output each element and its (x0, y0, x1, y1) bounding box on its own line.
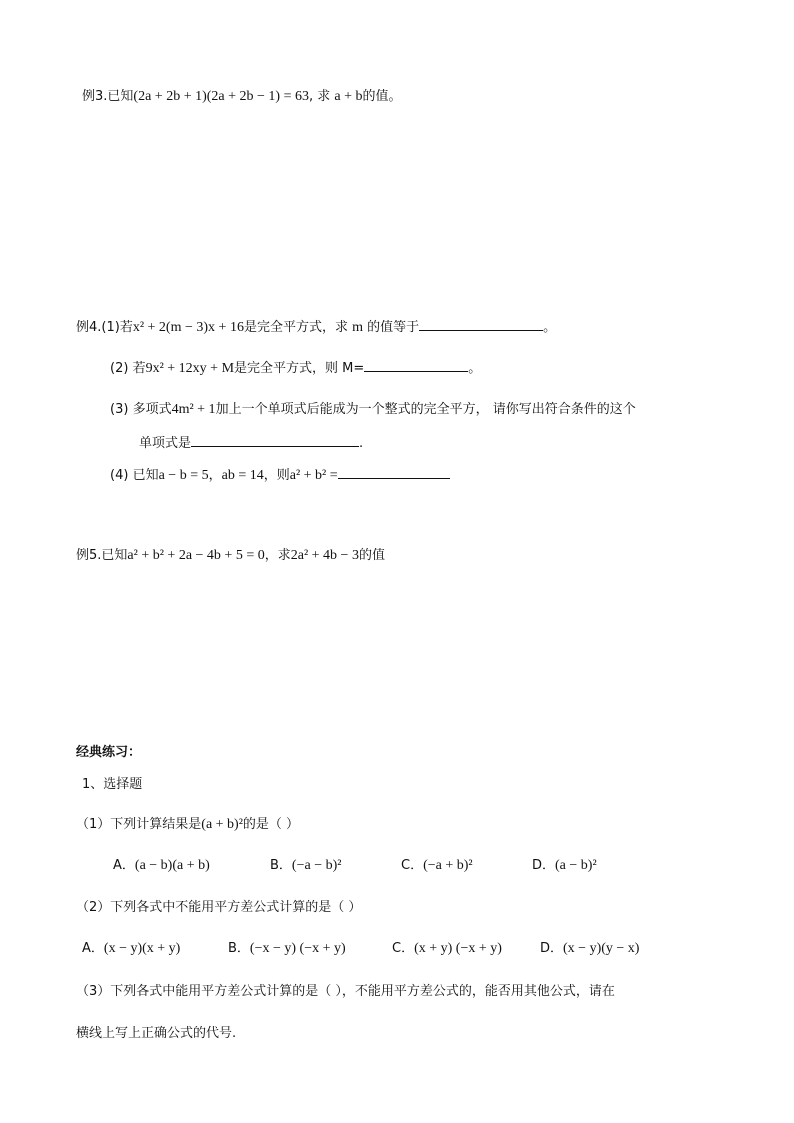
question-2-option-d[interactable]: D．(x − y)(y − x) (540, 941, 640, 956)
example-4-label: 例4. (76, 320, 102, 335)
question-1-option-d[interactable]: D．(a − b)² (532, 858, 597, 873)
question-1-option-b[interactable]: B．(−a − b)² (270, 858, 342, 873)
example-3-equation: (2a + 2b + 1)(2a + 2b − 1) = 63 (133, 89, 309, 104)
example-4-1-expression: x² + 2(m − 3)x + 16 (132, 320, 244, 335)
answer-blank-4-1[interactable] (419, 316, 543, 331)
question-1-option-c[interactable]: C．(−a + b)² (401, 858, 473, 873)
question-3-stem-line-2: 横线上写上正确公式的代号. (76, 1026, 237, 1041)
question-1-option-a[interactable]: A．(a − b)(a + b) (113, 858, 210, 873)
example-4-2-expression: 9x² + 12xy + M (145, 361, 235, 376)
example-4-part-2: (2) 若9x² + 12xy + M是完全平方式，则 M= 。 (110, 357, 481, 379)
example-4-part-3-line-2: 单项式是 . (139, 432, 363, 454)
example-4-part-1: 例4.(1)若x² + 2(m − 3)x + 16是完全平方式，求 m 的值等于 。 (76, 316, 556, 338)
question-2-option-b[interactable]: B．(−x − y) (−x + y) (228, 941, 346, 956)
example-3-label: 例3. (82, 89, 108, 104)
example-4-part-4: (4) 已知a − b = 5，ab = 14，则a² + b² = (110, 464, 450, 486)
example-4-3-expression: 4m² + 1 (171, 402, 216, 417)
example-5-target: 2a² + 4b − 3 (290, 548, 359, 563)
example-5-label: 例5. (76, 548, 102, 563)
example-3: 例3.已知(2a + 2b + 1)(2a + 2b − 1) = 63, 求 a + b的值。 (82, 89, 402, 104)
question-3-stem: （3）下列各式中能用平方差公式计算的是（ ），不能用平方差公式的，能否用其他公式，请在 (76, 984, 615, 999)
example-5-equation: a² + b² + 2a − 4b + 5 = 0 (127, 548, 265, 563)
question-1-stem: （1）下列计算结果是(a + b)²的是（ ） (76, 817, 300, 832)
answer-blank-4-4[interactable] (338, 464, 450, 479)
answer-blank-4-2[interactable] (364, 357, 468, 372)
practice-heading: 经典练习： (76, 745, 142, 760)
example-3-target: a + b (334, 89, 363, 104)
question-2-option-a[interactable]: A．(x − y)(x + y) (82, 941, 181, 956)
section-choice-questions: 1、选择题 (82, 777, 143, 792)
question-2-stem: （2）下列各式中不能用平方差公式计算的是（ ） (76, 900, 362, 915)
question-2-option-c[interactable]: C．(x + y) (−x + y) (392, 941, 502, 956)
example-4-part-3: (3) 多项式4m² + 1加上一个单项式后能成为一个整式的完全平方， 请你写出符合条件的这个 (110, 402, 636, 417)
example-5: 例5.已知a² + b² + 2a − 4b + 5 = 0，求2a² + 4b − 3的值 (76, 548, 385, 563)
answer-blank-4-3[interactable] (191, 432, 359, 447)
